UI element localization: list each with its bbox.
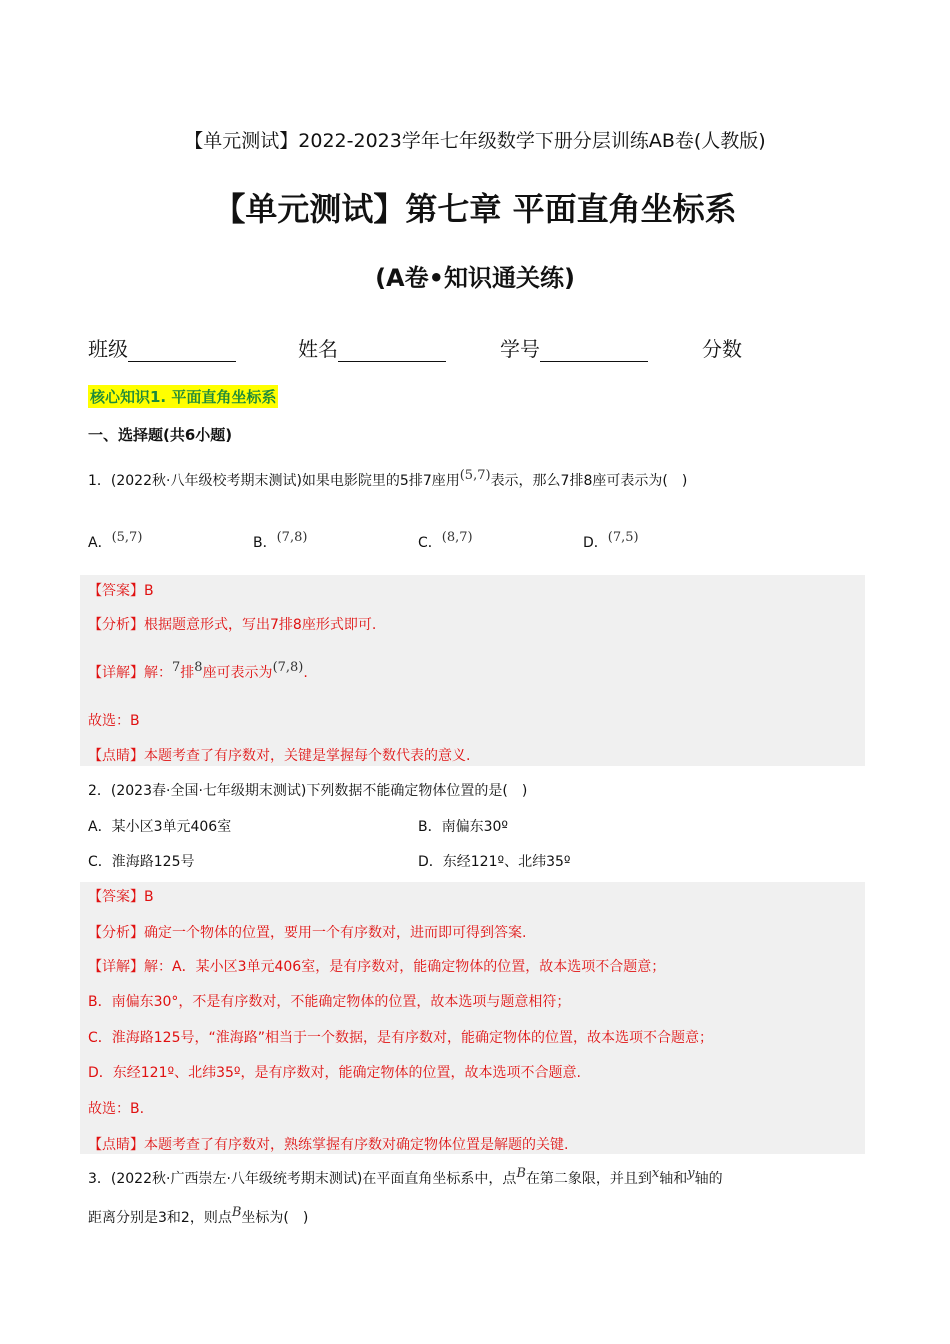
- name-blank: [338, 341, 446, 362]
- q1-option-c[interactable]: [418, 532, 473, 552]
- q1-comment: 【点睛】本题考查了有序数对，关键是掌握每个数代表的意义.: [88, 748, 471, 764]
- q2-option-b[interactable]: B．南偏东30º: [418, 819, 509, 835]
- q2-option-a[interactable]: A．某小区3单元406室: [88, 819, 232, 835]
- class-field: [88, 333, 236, 362]
- q2-comment: 【点睛】本题考查了有序数对，熟练掌握有序数对确定物体位置是解题的关键.: [88, 1137, 569, 1153]
- name-label: 姓名: [298, 337, 338, 361]
- q2-choose: 故选：B.: [88, 1101, 145, 1117]
- q2-detail-4: D．东经121º、北纬35º，是有序数对，能确定物体的位置，故本选项不合题意.: [88, 1065, 581, 1081]
- class-blank: [128, 341, 236, 362]
- page-title: 【单元测试】第七章 平面直角坐标系: [213, 190, 737, 228]
- q1-stem-part: 1．(2022秋·八年级校考期末测试)如果电影院里的5排7座用: [88, 473, 460, 489]
- q2-detail-3: C．淮海路125号，“淮海路”相当于一个数据，是有序数对，能确定物体的位置，故本选项不合题意；: [88, 1030, 714, 1046]
- q3-stem-line-1: [88, 1168, 723, 1188]
- option-label: A．: [88, 535, 112, 551]
- option-label: C．: [418, 535, 442, 551]
- q1-option-a[interactable]: [88, 532, 142, 552]
- q2-stem: 2．(2023春·全国·七年级期末测试)下列数据不能确定物体位置的是( ): [88, 783, 528, 799]
- q1-stem-math: (5,7): [459, 468, 491, 483]
- number-field: [500, 333, 648, 362]
- q1-detail-math: 7: [172, 660, 181, 675]
- q1-choose: 故选：B: [88, 713, 140, 729]
- class-label: 班级: [88, 337, 128, 361]
- section-title: 核心知识1. 平面直角坐标系: [88, 385, 278, 408]
- number-blank: [540, 341, 648, 362]
- q2-option-d[interactable]: D．东经121º、北纬35º: [418, 854, 571, 870]
- option-value: (7,5): [607, 530, 639, 545]
- q1-analysis: 【分析】根据题意形式，写出7排8座形式即可.: [88, 617, 377, 633]
- q3-stem-part: 距离分别是3和2，则点: [88, 1210, 232, 1226]
- q3-stem-line-2: [88, 1207, 308, 1227]
- number-label: 学号: [500, 337, 540, 361]
- q1-detail-math: 8: [194, 660, 203, 675]
- q2-answer: 【答案】B: [88, 889, 154, 905]
- option-label: D．: [583, 535, 608, 551]
- q1-detail-part: 座可表示为: [202, 665, 273, 681]
- q3-stem-part: 轴的: [694, 1171, 723, 1187]
- name-field: [298, 333, 446, 362]
- page-subtitle: (A卷•知识通关练): [375, 264, 575, 292]
- q1-detail: [88, 662, 308, 682]
- q3-stem-part: 轴和: [659, 1171, 688, 1187]
- option-value: (5,7): [111, 530, 143, 545]
- q1-detail-part: 【详解】解：: [88, 665, 172, 681]
- q1-stem: [88, 470, 687, 490]
- option-value: (7,8): [276, 530, 308, 545]
- q1-detail-part: .: [303, 665, 308, 681]
- question-type-heading: 一、选择题(共6小题): [88, 426, 233, 444]
- q3-math: B: [516, 1166, 526, 1181]
- q3-stem-part: 3．(2022秋·广西崇左·八年级统考期末测试)在平面直角坐标系中，点: [88, 1171, 517, 1187]
- q3-math: x: [651, 1166, 660, 1181]
- q3-math: y: [687, 1166, 695, 1181]
- q2-detail-1: 【详解】解：A．某小区3单元406室，是有序数对，能确定物体的位置，故本选项不合题意；: [88, 959, 666, 975]
- q1-stem-part: 表示，那么7排8座可表示为( ): [490, 473, 688, 489]
- q1-answer: 【答案】B: [88, 583, 154, 599]
- q1-option-d[interactable]: [583, 532, 639, 552]
- option-label: B．: [253, 535, 277, 551]
- q1-detail-part: 排: [180, 665, 195, 681]
- q3-stem-part: 坐标为( ): [241, 1210, 309, 1226]
- q2-option-c[interactable]: C．淮海路125号: [88, 854, 195, 870]
- q2-analysis: 【分析】确定一个物体的位置，要用一个有序数对，进而即可得到答案.: [88, 925, 527, 941]
- q2-detail-2: B．南偏东30°，不是有序数对，不能确定物体的位置，故本选项与题意相符；: [88, 994, 571, 1010]
- q1-option-b[interactable]: [253, 532, 307, 552]
- q1-detail-math: (7,8): [272, 660, 304, 675]
- option-value: (8,7): [441, 530, 473, 545]
- score-label: 分数: [702, 337, 742, 361]
- q3-math: B: [231, 1205, 242, 1220]
- q3-stem-part: 在第二象限，并且到: [525, 1171, 652, 1187]
- series-title: 【单元测试】2022-2023学年七年级数学下册分层训练AB卷(人教版): [184, 130, 766, 152]
